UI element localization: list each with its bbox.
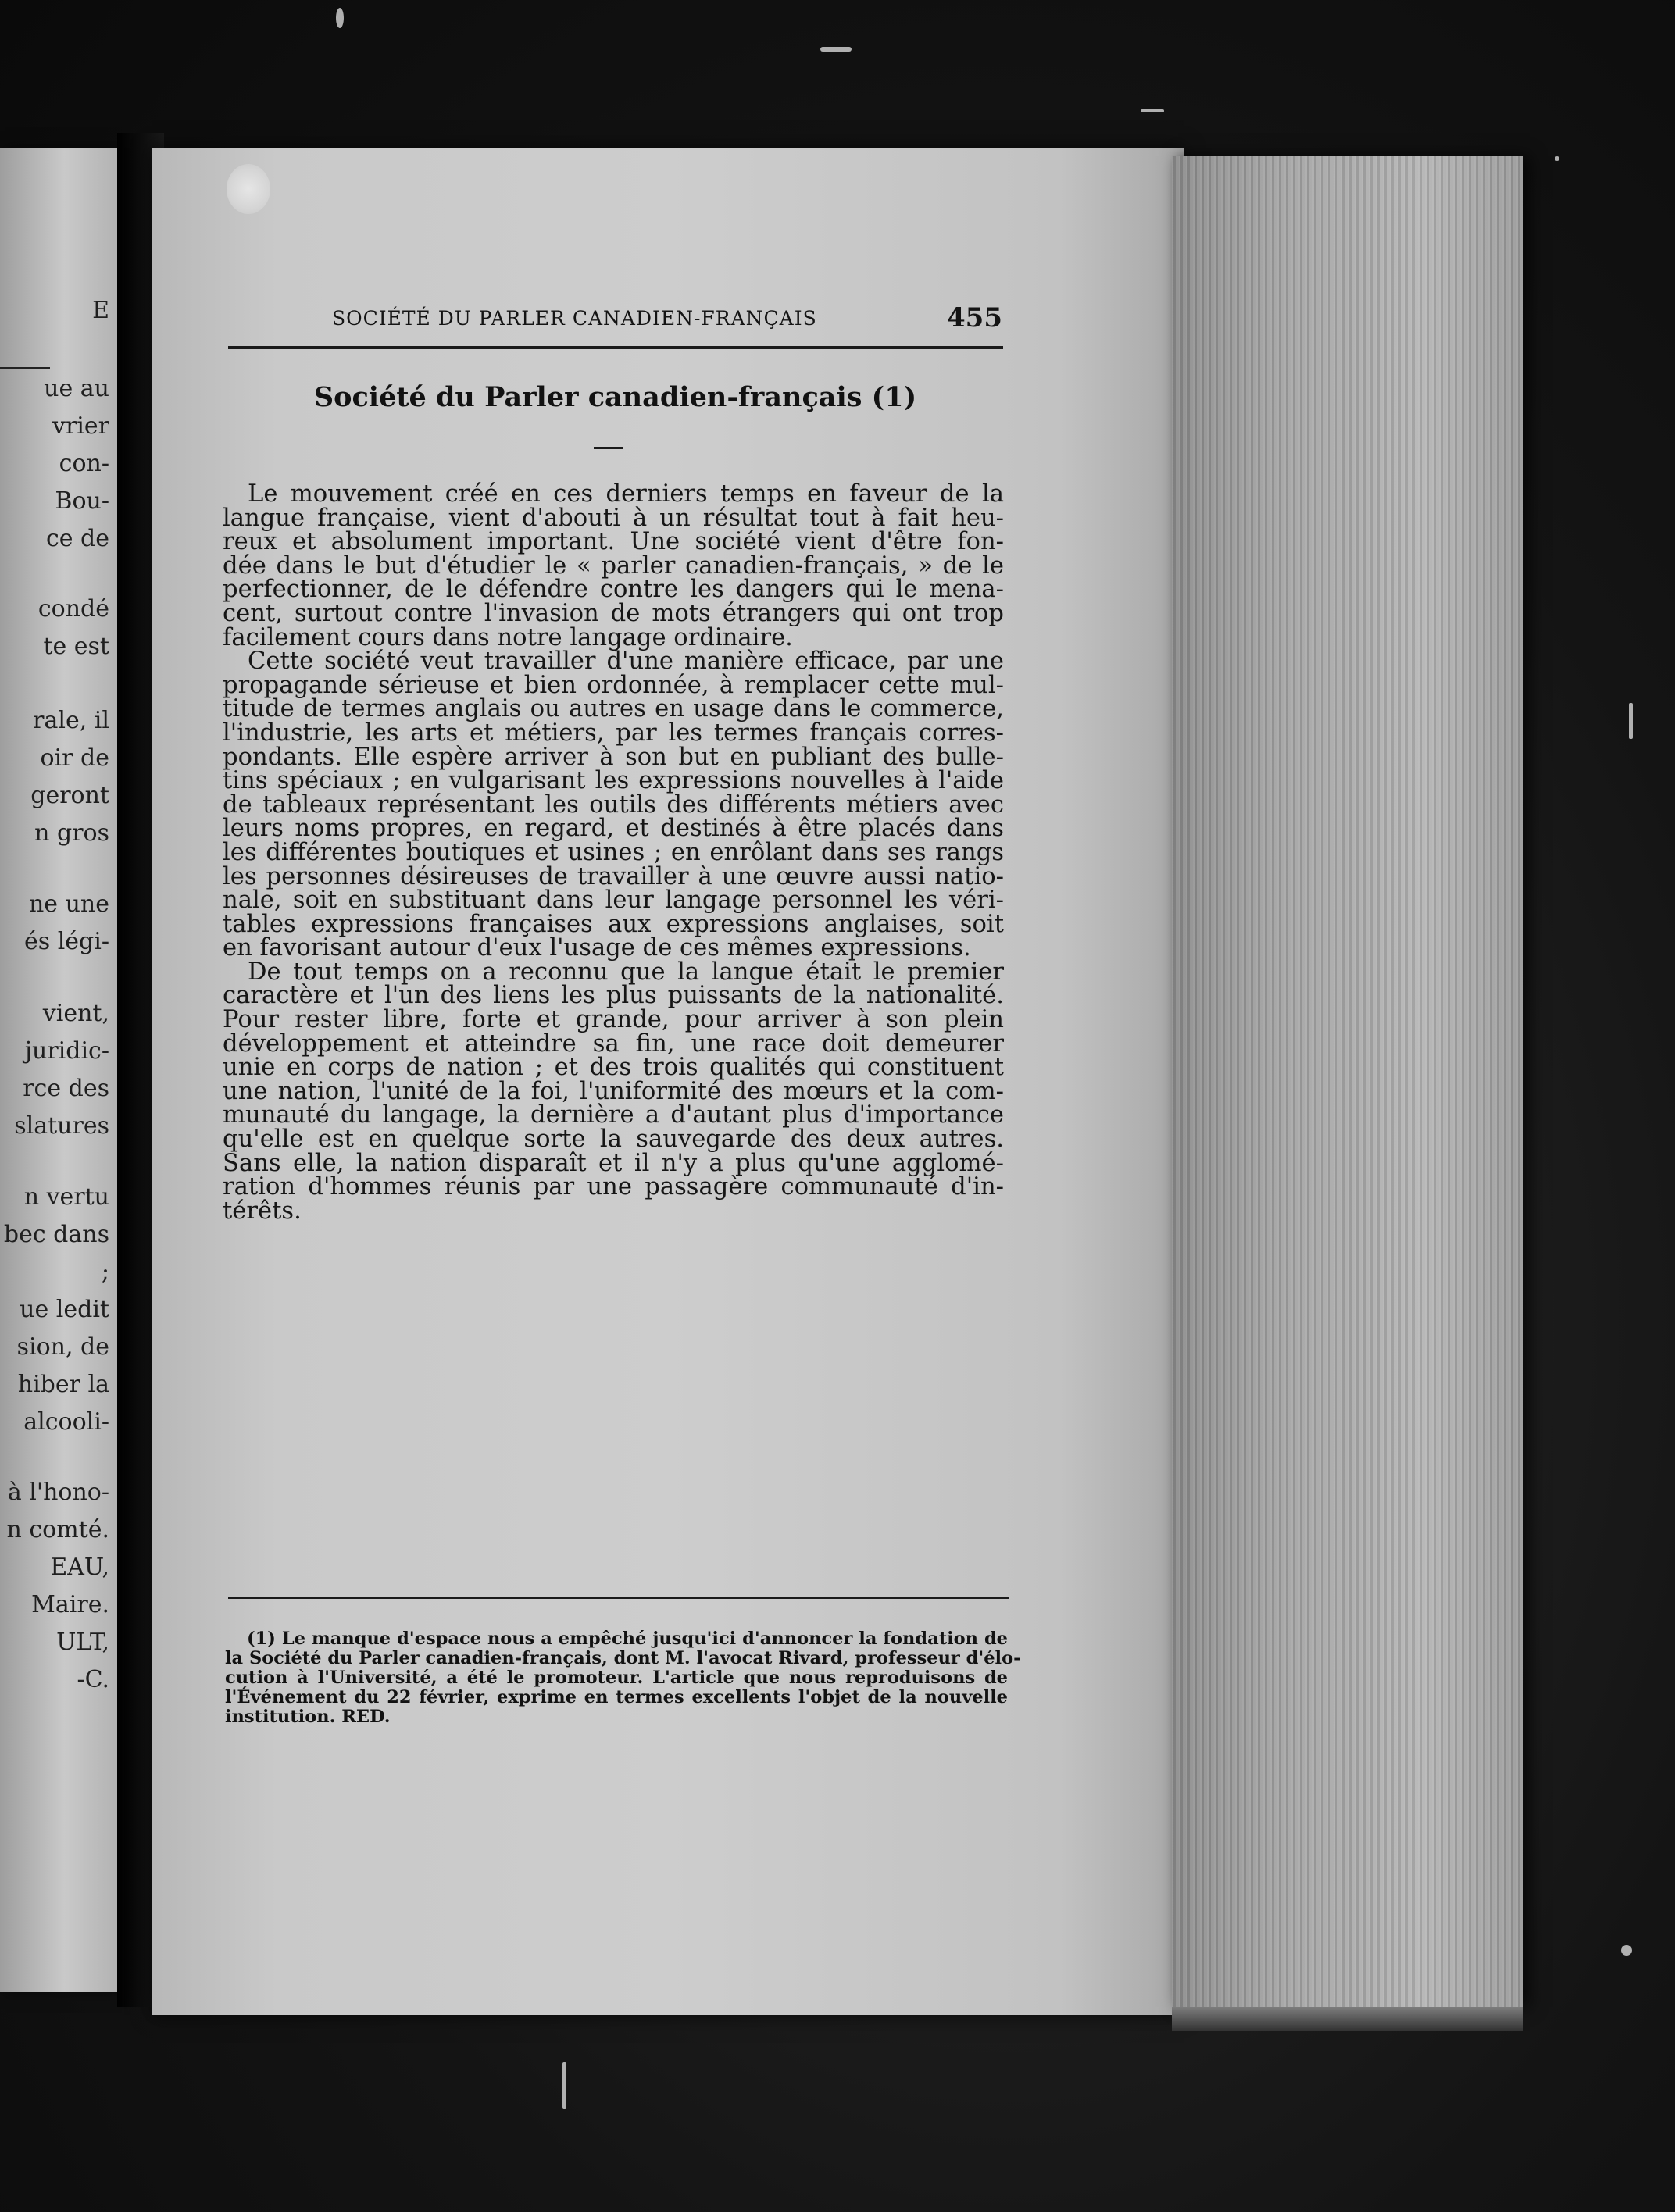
text-line: Cette société veut travailler d'une manière efficace, par une <box>248 648 1004 676</box>
left-page-text-fragment: condé <box>38 595 109 623</box>
text-line: leurs noms propres, en regard, et destinés à être placés dans <box>223 815 1004 843</box>
left-page-text-fragment: juridic- <box>24 1037 109 1065</box>
text-line: tables expressions françaises aux expressions anglaises, soit <box>223 910 1004 938</box>
text-line: ration d'hommes réunis par une passagère communauté d'in- <box>223 1173 1004 1201</box>
text-line: propagande sérieuse et bien ordonnée, à remplacer cette mul- <box>223 671 1004 699</box>
dust-speck <box>1141 109 1164 112</box>
header-rule <box>228 346 1003 349</box>
left-page-text-fragment: ce de <box>45 525 109 552</box>
left-page-text-fragment: ue au <box>44 375 109 402</box>
text-line: l'industrie, les arts et métiers, par les termes français corres- <box>223 719 1004 747</box>
footnote-rule <box>228 1597 1009 1599</box>
text-line: Pour rester libre, forte et grande, pour arriver à son plein <box>223 1006 1004 1034</box>
footnote <box>225 1629 1021 1727</box>
left-page-text-fragment: Maire. <box>31 1591 109 1618</box>
text-line: (1) Le manque d'espace nous a empêché jusqu'ici d'annoncer la fondation de <box>247 1629 1008 1649</box>
left-page-text-fragment: alcooli- <box>23 1408 109 1436</box>
left-page-text-fragment: à l'hono- <box>7 1479 109 1506</box>
dust-speck <box>562 2062 566 2109</box>
left-page-text-fragment: ue ledit <box>20 1296 109 1323</box>
text-line: titude de termes anglais ou autres en usage dans le commerce, <box>223 695 1004 723</box>
text-line: pondants. Elle espère arriver à son but en publiant des bulle- <box>223 743 1004 771</box>
text-line: développement et atteindre sa fin, une race doit demeurer <box>223 1029 1004 1058</box>
dust-speck <box>1555 156 1559 161</box>
left-page-text-fragment: geront <box>30 782 109 809</box>
text-line: langue française, vient d'abouti à un résultat tout à fait heu- <box>223 504 1004 532</box>
left-page-text-fragment: ; <box>101 1258 109 1286</box>
text-line: unie en corps de nation ; et des trois qualités qui constituent <box>223 1054 1004 1082</box>
running-title: SOCIÉTÉ DU PARLER CANADIEN-FRANÇAIS <box>332 307 817 330</box>
left-page-text-fragment: slatures <box>14 1112 109 1140</box>
text-line: cution à l'Université, a été le promoteur. L'article que nous reproduisons de <box>225 1668 1008 1688</box>
dust-speck <box>1629 703 1633 739</box>
text-line: une nation, l'unité de la foi, l'uniformité des mœurs et la com- <box>223 1077 1004 1105</box>
text-line: en favorisant autour d'eux l'usage de ces mêmes expressions. <box>223 934 971 962</box>
running-head <box>180 302 1012 338</box>
left-page-text-fragment: rce des <box>23 1075 109 1102</box>
left-page-text-fragment: oir de <box>40 744 109 772</box>
left-page-text-fragment: n comté. <box>6 1516 109 1543</box>
left-page-text-fragment: ne une <box>28 890 109 918</box>
text-line: perfectionner, de le défendre contre les dangers qui le mena- <box>223 576 1004 604</box>
text-line: caractère et l'un des liens les plus puissants de la nationalité. <box>223 982 1004 1010</box>
left-page-text-fragment: vient, <box>42 1000 109 1027</box>
text-line: l'Événement du 22 février, exprime en termes excellents l'objet de la nouvelle <box>225 1687 1008 1707</box>
text-line: cent, surtout contre l'invasion de mots étrangers qui ont trop <box>223 599 1004 627</box>
left-page-text-fragment: E <box>92 297 109 324</box>
page-number: 455 <box>947 302 1002 334</box>
text-line: qu'elle est en quelque sorte la sauvegarde des deux autres. <box>223 1126 1004 1154</box>
page-edges <box>1172 156 1523 2007</box>
article-title: Société du Parler canadien-français (1) <box>313 381 917 413</box>
dust-speck <box>820 47 852 52</box>
left-page-text-fragment: n gros <box>34 819 109 847</box>
text-line: nale, soit en substituant dans leur langage personnel les véri- <box>223 887 1004 915</box>
left-page-text-fragment: rale, il <box>33 707 109 734</box>
left-page-text-fragment: ULT, <box>56 1629 109 1656</box>
left-page-text-fragment: bec dans <box>3 1221 109 1248</box>
text-line: Sans elle, la nation disparaît et il n'y a plus qu'une agglomé- <box>223 1149 1004 1177</box>
left-page-text-fragment: Bou- <box>55 487 109 515</box>
text-line: les différentes boutiques et usines ; en enrôlant dans ses rangs <box>223 838 1004 866</box>
library-stamp-mark <box>227 164 270 214</box>
text-line: de tableaux représentant les outils des différents métiers avec <box>223 790 1004 819</box>
text-line: les personnes désireuses de travailler à une œuvre aussi natio- <box>223 862 1004 890</box>
left-page-text-fragment: hiber la <box>17 1371 109 1398</box>
left-page-text-fragment: sion, de <box>16 1333 109 1361</box>
left-page-rule <box>0 367 50 369</box>
left-page-text-fragment: és légi- <box>24 928 109 955</box>
text-line: facilement cours dans notre langage ordinaire. <box>223 623 793 651</box>
left-page-text-fragment: -C. <box>77 1666 109 1693</box>
text-line: tins spéciaux ; en vulgarisant les expressions nouvelles à l'aide <box>223 767 1004 795</box>
left-facing-page <box>0 148 117 1992</box>
text-line: térêts. <box>223 1197 302 1225</box>
dust-speck <box>336 8 344 28</box>
left-page-text-fragment: te est <box>43 633 109 660</box>
text-line: munauté du langage, la dernière a d'autant plus d'importance <box>223 1101 1004 1129</box>
left-page-text-fragment: con- <box>59 450 109 477</box>
left-page-text-fragment: n vertu <box>23 1183 109 1211</box>
title-dash <box>594 447 623 449</box>
text-line: De tout temps on a reconnu que la langue était le premier <box>248 958 1004 986</box>
left-page-text-fragment: EAU, <box>50 1554 109 1581</box>
text-line: la Société du Parler canadien-français, dont M. l'avocat Rivard, professeur d'élo- <box>225 1648 1021 1668</box>
text-line: reux et absolument important. Une société vient d'être fon- <box>223 528 1004 556</box>
text-line: Le mouvement créé en ces derniers temps en faveur de la <box>248 480 1004 508</box>
text-line: institution. RED. <box>225 1707 391 1727</box>
left-page-text-fragment: vrier <box>52 412 109 440</box>
dust-speck <box>1621 1945 1632 1956</box>
article-body <box>223 480 1004 1225</box>
text-line: dée dans le but d'étudier le « parler canadien-français, » de le <box>223 551 1004 580</box>
